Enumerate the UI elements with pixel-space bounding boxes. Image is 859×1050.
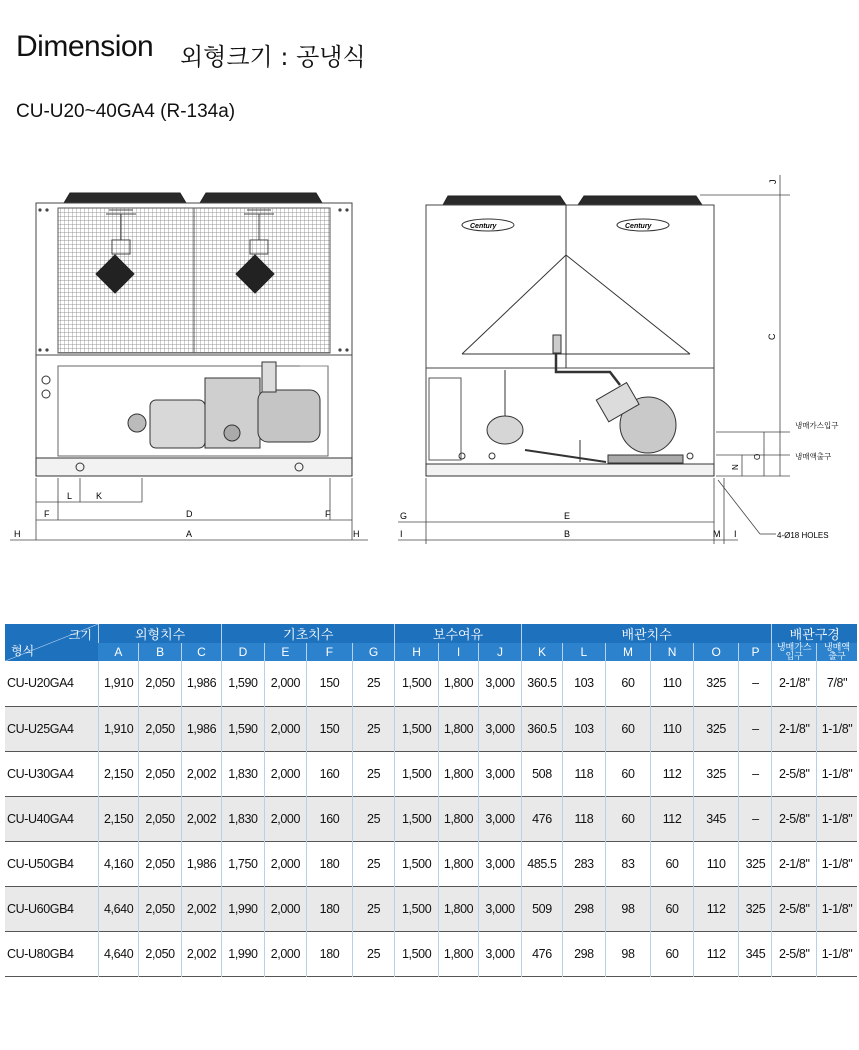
value-cell: 60 <box>605 706 651 751</box>
dim-label-o: O <box>753 453 762 460</box>
value-cell: 4,160 <box>98 841 138 886</box>
value-cell: – <box>739 796 772 841</box>
value-cell: 60 <box>605 751 651 796</box>
column-header: E <box>264 643 306 661</box>
dim-label-j: J <box>768 179 778 184</box>
value-cell: 1,830 <box>222 796 264 841</box>
value-cell: 25 <box>352 751 395 796</box>
value-cell: 345 <box>693 796 739 841</box>
brand-badge-left: Century <box>470 223 497 230</box>
page-subtitle: 외형크기 : 공냉식 <box>180 43 366 71</box>
value-cell: 2,050 <box>139 931 181 976</box>
dim-label-e: E <box>564 511 571 521</box>
column-header: K <box>521 643 562 661</box>
value-cell: 1,910 <box>98 706 138 751</box>
value-cell: – <box>739 751 772 796</box>
value-cell: 2,002 <box>181 931 221 976</box>
dim-label-b: B <box>564 529 571 539</box>
model-cell: CU-U25GA4 <box>7 721 74 736</box>
value-cell: 112 <box>693 886 739 931</box>
value-cell: 2,050 <box>139 751 181 796</box>
value-cell: 2,150 <box>98 796 138 841</box>
value-cell: 1-1/8" <box>817 841 857 886</box>
value-cell: 2-1/8" <box>772 841 817 886</box>
value-cell: 1,500 <box>395 886 439 931</box>
dim-label-f-left: F <box>44 509 50 519</box>
column-header: P <box>739 643 772 661</box>
table-row <box>5 796 857 841</box>
value-cell: 2-1/8" <box>772 706 817 751</box>
value-cell: 1,986 <box>181 841 221 886</box>
value-cell: 2-5/8" <box>772 931 817 976</box>
dim-label-i-right: I <box>734 529 737 539</box>
value-cell: 60 <box>651 841 693 886</box>
column-header: J <box>479 643 521 661</box>
value-cell: 1,800 <box>438 796 478 841</box>
value-cell: 1,800 <box>438 661 478 706</box>
value-cell: 1,986 <box>181 661 221 706</box>
value-cell: 150 <box>307 661 353 706</box>
value-cell: 2,000 <box>264 886 306 931</box>
column-header: L <box>563 643 605 661</box>
value-cell: 2-1/8" <box>772 661 817 706</box>
dim-label-h-right: H <box>353 529 360 539</box>
value-cell: 2,050 <box>139 841 181 886</box>
value-cell: 476 <box>521 931 562 976</box>
value-cell: 103 <box>563 661 605 706</box>
value-cell: 325 <box>693 751 739 796</box>
value-cell: 4,640 <box>98 931 138 976</box>
value-cell: 2,002 <box>181 886 221 931</box>
column-header: B <box>139 643 181 661</box>
value-cell: 3,000 <box>479 796 521 841</box>
value-cell: 25 <box>352 931 395 976</box>
value-cell: 1,990 <box>222 886 264 931</box>
value-cell: 1,500 <box>395 796 439 841</box>
value-cell: 110 <box>651 661 693 706</box>
table-row <box>5 661 857 706</box>
value-cell: 83 <box>605 841 651 886</box>
value-cell: 325 <box>739 841 772 886</box>
group-header: 배관치수 <box>521 624 772 643</box>
value-cell: 298 <box>563 886 605 931</box>
side-view <box>426 196 714 476</box>
value-cell: 1,500 <box>395 931 439 976</box>
table-row <box>5 931 857 976</box>
value-cell: 1,500 <box>395 751 439 796</box>
value-cell: 60 <box>605 796 651 841</box>
column-header: I <box>438 643 478 661</box>
table-corner: 크기 형식 <box>5 624 98 661</box>
value-cell: – <box>739 661 772 706</box>
column-header: O <box>693 643 739 661</box>
value-cell: 2,000 <box>264 796 306 841</box>
value-cell: 25 <box>352 706 395 751</box>
value-cell: 1,990 <box>222 931 264 976</box>
value-cell: 60 <box>651 886 693 931</box>
group-header: 기초치수 <box>222 624 395 643</box>
value-cell: 180 <box>307 841 353 886</box>
dim-label-d: D <box>186 509 193 519</box>
value-cell: 360.5 <box>521 706 562 751</box>
column-header: C <box>181 643 221 661</box>
value-cell: – <box>739 706 772 751</box>
value-cell: 2,002 <box>181 751 221 796</box>
value-cell: 2,050 <box>139 796 181 841</box>
dimension-drawing <box>0 150 859 550</box>
column-header: G <box>352 643 395 661</box>
column-header: F <box>307 643 353 661</box>
model-cell: CU-U60GB4 <box>7 901 74 916</box>
dim-label-a: A <box>186 529 193 539</box>
spec-table <box>5 624 857 977</box>
value-cell: 476 <box>521 796 562 841</box>
value-cell: 283 <box>563 841 605 886</box>
value-cell: 2,000 <box>264 661 306 706</box>
model-cell: CU-U40GA4 <box>7 811 74 826</box>
value-cell: 1,800 <box>438 931 478 976</box>
value-cell: 1-1/8" <box>817 886 857 931</box>
model-range: CU-U20~40GA4 (R-134a) <box>16 101 236 122</box>
value-cell: 1,986 <box>181 706 221 751</box>
value-cell: 103 <box>563 706 605 751</box>
value-cell: 2,000 <box>264 751 306 796</box>
value-cell: 60 <box>651 931 693 976</box>
value-cell: 118 <box>563 796 605 841</box>
dim-label-f-right: F <box>325 509 331 519</box>
value-cell: 2-5/8" <box>772 886 817 931</box>
value-cell: 1,500 <box>395 841 439 886</box>
value-cell: 3,000 <box>479 661 521 706</box>
dim-label-n: N <box>731 464 740 470</box>
front-view <box>36 193 352 476</box>
value-cell: 98 <box>605 931 651 976</box>
value-cell: 508 <box>521 751 562 796</box>
value-cell: 2,050 <box>139 661 181 706</box>
value-cell: 298 <box>563 931 605 976</box>
column-header-pipe-liquid: 냉매액 출구 <box>817 643 857 661</box>
value-cell: 2-5/8" <box>772 796 817 841</box>
value-cell: 2-5/8" <box>772 751 817 796</box>
value-cell: 98 <box>605 886 651 931</box>
table-row <box>5 751 857 796</box>
value-cell: 25 <box>352 796 395 841</box>
value-cell: 112 <box>651 751 693 796</box>
value-cell: 4,640 <box>98 886 138 931</box>
value-cell: 112 <box>651 796 693 841</box>
value-cell: 1,800 <box>438 751 478 796</box>
value-cell: 2,150 <box>98 751 138 796</box>
value-cell: 60 <box>605 661 651 706</box>
value-cell: 325 <box>693 661 739 706</box>
brand-badge-right: Century <box>625 223 652 230</box>
value-cell: 1,500 <box>395 706 439 751</box>
dim-label-c: C <box>767 333 777 340</box>
dim-label-i-left: I <box>400 529 403 539</box>
value-cell: 3,000 <box>479 931 521 976</box>
value-cell: 7/8" <box>817 661 857 706</box>
value-cell: 509 <box>521 886 562 931</box>
column-header: D <box>222 643 264 661</box>
value-cell: 325 <box>693 706 739 751</box>
value-cell: 2,050 <box>139 886 181 931</box>
value-cell: 3,000 <box>479 886 521 931</box>
value-cell: 1,910 <box>98 661 138 706</box>
value-cell: 345 <box>739 931 772 976</box>
value-cell: 25 <box>352 661 395 706</box>
value-cell: 1-1/8" <box>817 751 857 796</box>
group-header: 보수여유 <box>395 624 521 643</box>
column-header: M <box>605 643 651 661</box>
table-row <box>5 706 857 751</box>
dim-label-g: G <box>400 511 408 521</box>
model-cell: CU-U80GB4 <box>7 946 74 961</box>
value-cell: 160 <box>307 751 353 796</box>
column-header: N <box>651 643 693 661</box>
value-cell: 485.5 <box>521 841 562 886</box>
value-cell: 3,000 <box>479 841 521 886</box>
page-title: Dimension <box>16 30 154 63</box>
value-cell: 1-1/8" <box>817 706 857 751</box>
column-header-pipe-gas: 냉매가스 입구 <box>772 643 817 661</box>
dim-label-h-left: H <box>14 529 21 539</box>
value-cell: 2,050 <box>139 706 181 751</box>
value-cell: 1,800 <box>438 886 478 931</box>
value-cell: 1,800 <box>438 706 478 751</box>
gas-inlet-label: 냉매가스입구 <box>795 421 839 430</box>
holes-label: 4-Ø18 HOLES <box>777 531 829 540</box>
liquid-outlet-label: 냉매액출구 <box>795 452 832 461</box>
model-cell: CU-U50GB4 <box>7 856 74 871</box>
value-cell: 25 <box>352 886 395 931</box>
model-cell: CU-U20GA4 <box>7 676 74 691</box>
value-cell: 1,590 <box>222 661 264 706</box>
value-cell: 1,500 <box>395 661 439 706</box>
value-cell: 2,000 <box>264 841 306 886</box>
value-cell: 360.5 <box>521 661 562 706</box>
table-row <box>5 886 857 931</box>
dim-label-m: M <box>713 529 721 539</box>
value-cell: 2,000 <box>264 706 306 751</box>
value-cell: 118 <box>563 751 605 796</box>
column-header: A <box>98 643 138 661</box>
value-cell: 110 <box>693 841 739 886</box>
value-cell: 1,590 <box>222 706 264 751</box>
value-cell: 1,830 <box>222 751 264 796</box>
value-cell: 1,750 <box>222 841 264 886</box>
value-cell: 25 <box>352 841 395 886</box>
value-cell: 112 <box>693 931 739 976</box>
value-cell: 1-1/8" <box>817 931 857 976</box>
dim-label-l: L <box>67 491 73 501</box>
value-cell: 325 <box>739 886 772 931</box>
value-cell: 110 <box>651 706 693 751</box>
dim-label-k: K <box>96 491 103 501</box>
value-cell: 160 <box>307 796 353 841</box>
value-cell: 1-1/8" <box>817 796 857 841</box>
value-cell: 180 <box>307 931 353 976</box>
model-cell: CU-U30GA4 <box>7 766 74 781</box>
value-cell: 150 <box>307 706 353 751</box>
value-cell: 2,000 <box>264 931 306 976</box>
value-cell: 1,800 <box>438 841 478 886</box>
column-header: H <box>395 643 439 661</box>
value-cell: 3,000 <box>479 751 521 796</box>
value-cell: 180 <box>307 886 353 931</box>
value-cell: 3,000 <box>479 706 521 751</box>
group-header: 배관구경 <box>772 624 857 643</box>
value-cell: 2,002 <box>181 796 221 841</box>
group-header: 외형치수 <box>98 624 221 643</box>
table-row <box>5 841 857 886</box>
